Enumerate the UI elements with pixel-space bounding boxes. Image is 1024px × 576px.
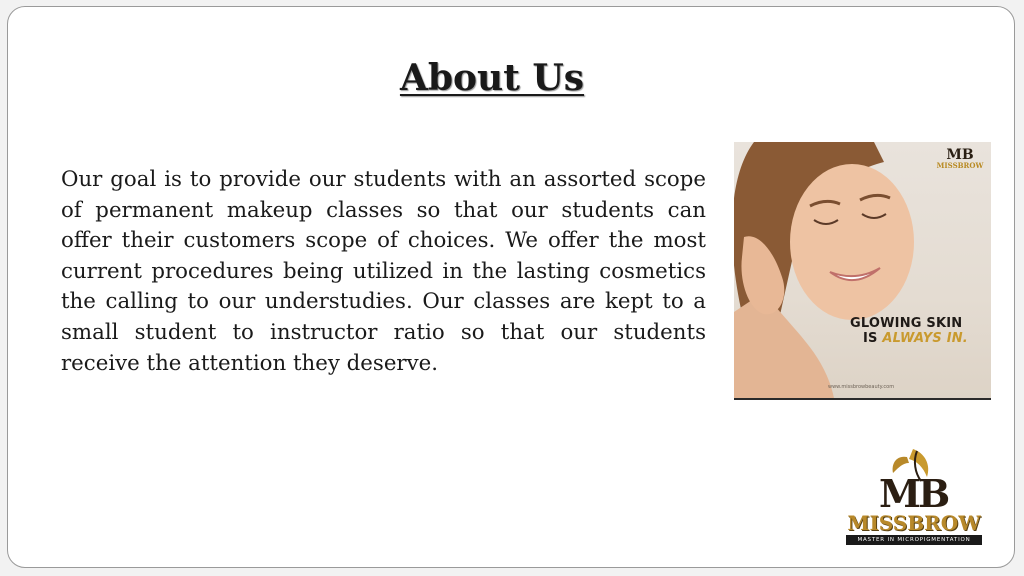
photo-logo-mark: MB [946, 147, 974, 163]
logo-tagline: MASTER IN MICROPIGMENTATION [846, 535, 982, 545]
photo-logo [934, 148, 986, 170]
about-paragraph: Our goal is to provide our students with an assorted scope of permanent makeup classes so that our students can offer their customers scope of choices. We offer the most current procedures being utilized in the lasting cosmetics the calling to our understudies. Our classes are kept to a small student to instructor ratio so that our students receive the attention they deserve. [61, 167, 706, 376]
photo-caption-prefix: IS [863, 331, 883, 346]
slide [7, 6, 1015, 568]
woman-portrait-illustration [734, 142, 991, 398]
photo-caption [850, 316, 968, 346]
photo-logo-brand: MISSBROW [936, 161, 984, 170]
photo-caption-accent: ALWAYS IN. [882, 331, 968, 346]
logo-brand: MISSBROW [847, 511, 981, 535]
missbrow-logo [843, 447, 985, 547]
promo-photo [734, 142, 991, 400]
page-title: About Us [399, 57, 585, 99]
photo-caption-line1: GLOWING SKIN [850, 316, 963, 331]
logo-mark: MB [879, 471, 948, 516]
photo-caption-line2 [850, 331, 968, 346]
photo-url: www.missbrowbeauty.com [828, 384, 895, 390]
